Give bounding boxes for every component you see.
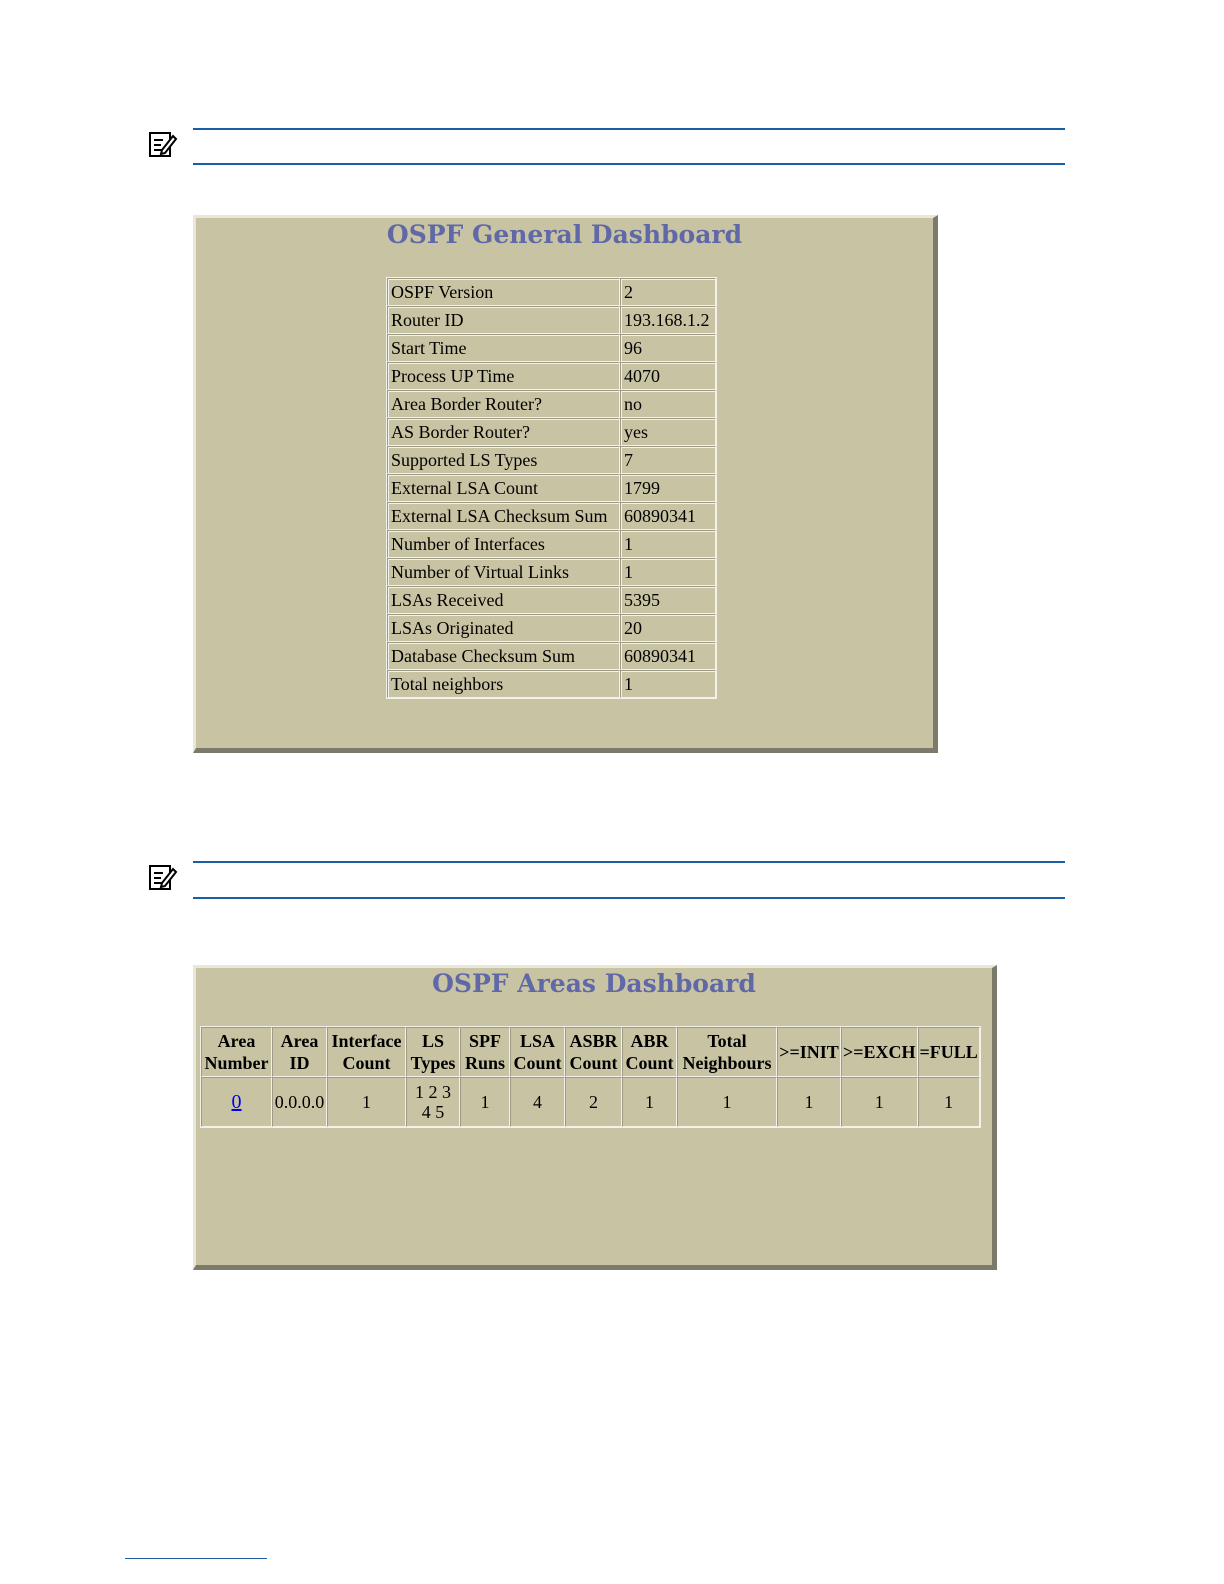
row-value: yes [620, 418, 716, 446]
row-value: 1 [620, 558, 716, 586]
row-value: 193.168.1.2 [620, 306, 716, 334]
column-header-line2: Runs [464, 1053, 506, 1073]
row-value: 20 [620, 614, 716, 642]
note-bottom-rule [193, 897, 1065, 899]
table-row [387, 474, 716, 502]
column-header [272, 1027, 327, 1077]
column-header-line1: ABR [630, 1031, 669, 1051]
row-value: 5395 [620, 586, 716, 614]
row-label: Start Time [387, 334, 620, 362]
column-header [841, 1027, 918, 1077]
table-row [387, 446, 716, 474]
row-value: 60890341 [620, 642, 716, 670]
table-row [387, 530, 716, 558]
row-label: Number of Virtual Links [387, 558, 620, 586]
column-header [510, 1027, 565, 1077]
ls-types-line2: 4 5 [421, 1102, 445, 1122]
table-row [387, 278, 716, 306]
table-row [387, 558, 716, 586]
note-pencil-icon [148, 130, 178, 160]
column-header [327, 1027, 406, 1077]
ls-types-cell [406, 1077, 460, 1127]
init-cell: 1 [777, 1077, 841, 1127]
row-value: 1799 [620, 474, 716, 502]
note-top-rule [193, 128, 1065, 130]
table-row [387, 306, 716, 334]
row-value: 60890341 [620, 502, 716, 530]
column-header [460, 1027, 510, 1077]
column-header-line2: Count [625, 1053, 674, 1073]
footer-rule [125, 1558, 267, 1559]
areas-dashboard-title: OSPF Areas Dashboard [432, 969, 756, 998]
column-header [565, 1027, 622, 1077]
row-label: Area Border Router? [387, 390, 620, 418]
column-header [677, 1027, 777, 1077]
column-header [201, 1027, 272, 1077]
row-value: no [620, 390, 716, 418]
row-value: 7 [620, 446, 716, 474]
total-neighbours-cell: 1 [677, 1077, 777, 1127]
column-header-line1: LSA [519, 1031, 555, 1051]
column-header-line1: >=EXCH [843, 1042, 916, 1062]
row-label: Database Checksum Sum [387, 642, 620, 670]
table-row [387, 502, 716, 530]
column-header-line1: SPF [468, 1031, 501, 1051]
row-label: External LSA Checksum Sum [387, 502, 620, 530]
area-id-cell: 0.0.0.0 [272, 1077, 327, 1127]
column-header [918, 1027, 980, 1077]
column-header-line1: ASBR [569, 1031, 618, 1051]
column-header-line1: =FULL [919, 1042, 978, 1062]
column-header-line1: Area [217, 1031, 256, 1051]
column-header-line1: Area [280, 1031, 319, 1051]
general-dashboard-table [386, 277, 717, 699]
row-value: 4070 [620, 362, 716, 390]
areas-dashboard-table [200, 1026, 981, 1128]
row-label: Process UP Time [387, 362, 620, 390]
table-row [387, 334, 716, 362]
table-row [387, 586, 716, 614]
ospf-areas-dashboard-panel [193, 965, 997, 1270]
row-value: 1 [620, 530, 716, 558]
interface-count-cell: 1 [327, 1077, 406, 1127]
row-label: Total neighbors [387, 670, 620, 698]
asbr-count-cell: 2 [565, 1077, 622, 1127]
column-header [777, 1027, 841, 1077]
column-header-line2: Count [513, 1053, 562, 1073]
table-row [201, 1077, 980, 1127]
note-pencil-icon [148, 863, 178, 893]
row-value: 96 [620, 334, 716, 362]
column-header [406, 1027, 460, 1077]
note-bottom-rule [193, 163, 1065, 165]
full-cell: 1 [918, 1077, 980, 1127]
table-row [387, 390, 716, 418]
row-label: AS Border Router? [387, 418, 620, 446]
column-header-line2: Count [342, 1053, 391, 1073]
row-label: External LSA Count [387, 474, 620, 502]
general-dashboard-title: OSPF General Dashboard [386, 220, 743, 249]
table-row [387, 642, 716, 670]
column-header-line2: Neighbours [682, 1053, 772, 1073]
exch-cell: 1 [841, 1077, 918, 1127]
column-header [622, 1027, 677, 1077]
table-row [387, 362, 716, 390]
row-value: 1 [620, 670, 716, 698]
row-label: LSAs Originated [387, 614, 620, 642]
row-label: Number of Interfaces [387, 530, 620, 558]
row-value: 2 [620, 278, 716, 306]
area-number-link[interactable]: 0 [231, 1091, 242, 1113]
note-top-rule [193, 861, 1065, 863]
table-row [387, 614, 716, 642]
table-row [387, 418, 716, 446]
lsa-count-cell: 4 [510, 1077, 565, 1127]
row-label: OSPF Version [387, 278, 620, 306]
row-label: Router ID [387, 306, 620, 334]
column-header-line1: LS [421, 1031, 445, 1051]
ospf-general-dashboard-panel [193, 215, 938, 753]
table-row [387, 670, 716, 698]
column-header-line1: Total [707, 1031, 747, 1051]
row-label: LSAs Received [387, 586, 620, 614]
column-header-line2: Number [204, 1053, 269, 1073]
ls-types-line1: 1 2 3 [415, 1082, 451, 1102]
area-number-cell [201, 1077, 272, 1127]
row-label: Supported LS Types [387, 446, 620, 474]
column-header-line2: ID [289, 1053, 310, 1073]
column-header-line2: Types [410, 1053, 456, 1073]
spf-runs-cell: 1 [460, 1077, 510, 1127]
column-header-line2: Count [569, 1053, 618, 1073]
abr-count-cell: 1 [622, 1077, 677, 1127]
column-header-line1: >=INIT [779, 1042, 839, 1062]
column-header-line1: Interface [331, 1031, 402, 1051]
